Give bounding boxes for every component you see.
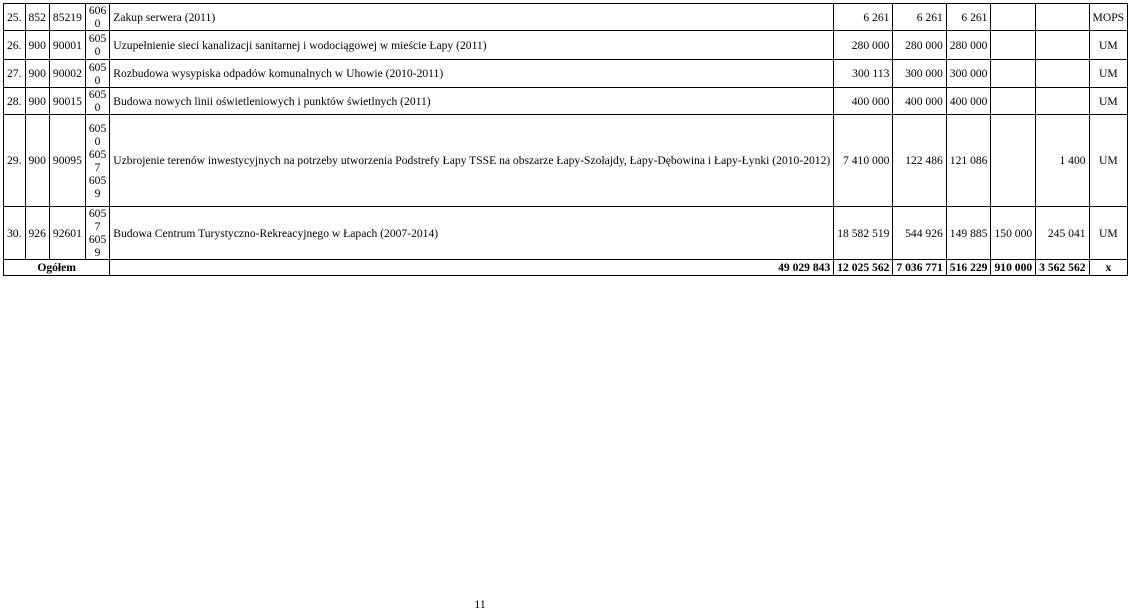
loans-credits — [991, 60, 1036, 88]
paragraf-line: 9 — [94, 246, 101, 259]
own-funds: 121 086 — [946, 115, 991, 207]
other-funds — [1036, 4, 1089, 31]
row-number: 28. — [4, 88, 26, 115]
responsible-unit: UM — [1089, 88, 1128, 115]
total-cost: 280 000 — [834, 31, 893, 60]
dzial-code: 900 — [25, 31, 49, 60]
total-row — [4, 260, 1128, 276]
task-description: Budowa nowych linii oświetleniowych i punktów świetlnych (2011) — [110, 88, 834, 115]
total-label: Ogółem — [4, 260, 110, 276]
paragraf-line: 605 — [88, 32, 107, 45]
own-funds: 149 885 — [946, 207, 991, 260]
row-number: 25. — [4, 4, 26, 31]
task-description: Uzupełnienie sieci kanalizacji sanitarnej i wodociągowej w mieście Łapy (2011) — [110, 31, 834, 60]
own-funds: 300 000 — [946, 60, 991, 88]
responsible-unit: UM — [1089, 31, 1128, 60]
paragraf-code — [85, 31, 109, 60]
planned-expenditure: 122 486 — [893, 115, 946, 207]
table-row — [4, 88, 1128, 115]
paragraf-line: 605 — [88, 233, 107, 246]
paragraf-line: 0 — [94, 45, 101, 58]
own-funds: 400 000 — [946, 88, 991, 115]
paragraf-line: 606 — [88, 4, 107, 17]
dzial-code: 900 — [25, 88, 49, 115]
investment-table — [3, 3, 1128, 276]
total-value: 516 229 — [946, 260, 991, 276]
total-cost: 7 410 000 — [834, 115, 893, 207]
loans-credits — [991, 88, 1036, 115]
loans-credits: 150 000 — [991, 207, 1036, 260]
paragraf-line: 605 — [88, 147, 107, 161]
other-funds: 1 400 — [1036, 115, 1089, 207]
total-value: 7 036 771 — [893, 260, 946, 276]
paragraf-code — [85, 88, 109, 115]
task-description: Budowa Centrum Turystyczno-Rekreacyjnego w Łapach (2007-2014) — [110, 207, 834, 260]
rozdzial-code: 92601 — [49, 207, 85, 260]
total-value: 3 562 562 — [1036, 260, 1089, 276]
responsible-unit: UM — [1089, 60, 1128, 88]
responsible-unit: MOPS — [1089, 4, 1128, 31]
paragraf-line: 0 — [94, 17, 101, 30]
other-funds — [1036, 88, 1089, 115]
row-number: 29. — [4, 115, 26, 207]
other-funds — [1036, 60, 1089, 88]
loans-credits — [991, 115, 1036, 207]
total-cost: 400 000 — [834, 88, 893, 115]
loans-credits — [991, 4, 1036, 31]
page-number: 11 — [474, 597, 486, 611]
paragraf-line: 0 — [94, 134, 101, 148]
paragraf-code — [85, 60, 109, 88]
paragraf-line: 9 — [94, 186, 101, 200]
loans-credits — [991, 31, 1036, 60]
rozdzial-code: 90015 — [49, 88, 85, 115]
paragraf-code — [85, 207, 109, 260]
total-value: 49 029 843 — [110, 260, 834, 276]
own-funds: 280 000 — [946, 31, 991, 60]
paragraf-line: 0 — [94, 101, 101, 114]
task-description: Uzbrojenie terenów inwestycyjnych na potrzeby utworzenia Podstrefy Łapy TSSE na obszarze Łapy-Szołajdy, Łapy-Dębowina i Łapy-Łynki (2010-2012) — [110, 115, 834, 207]
rozdzial-code: 85219 — [49, 4, 85, 31]
responsible-unit: UM — [1089, 115, 1128, 207]
table-row — [4, 115, 1128, 207]
other-funds: 245 041 — [1036, 207, 1089, 260]
total-cost: 18 582 519 — [834, 207, 893, 260]
paragraf-code — [85, 115, 109, 207]
dzial-code: 900 — [25, 115, 49, 207]
other-funds — [1036, 31, 1089, 60]
planned-expenditure: 544 926 — [893, 207, 946, 260]
investment-table-body — [4, 4, 1128, 276]
table-row — [4, 207, 1128, 260]
planned-expenditure: 400 000 — [893, 88, 946, 115]
table-row — [4, 4, 1128, 31]
table-row — [4, 31, 1128, 60]
paragraf-line: 605 — [88, 121, 107, 135]
planned-expenditure: 280 000 — [893, 31, 946, 60]
total-unit: x — [1089, 260, 1128, 276]
dzial-code: 852 — [25, 4, 49, 31]
paragraf-line: 605 — [88, 207, 107, 220]
paragraf-line: 7 — [94, 220, 101, 233]
dzial-code: 926 — [25, 207, 49, 260]
total-value: 910 000 — [991, 260, 1036, 276]
paragraf-line: 605 — [88, 88, 107, 101]
paragraf-line: 7 — [94, 160, 101, 174]
total-cost: 6 261 — [834, 4, 893, 31]
planned-expenditure: 300 000 — [893, 60, 946, 88]
paragraf-code — [85, 4, 109, 31]
planned-expenditure: 6 261 — [893, 4, 946, 31]
row-number: 27. — [4, 60, 26, 88]
paragraf-line: 605 — [88, 173, 107, 187]
total-value: 12 025 562 — [834, 260, 893, 276]
task-description: Rozbudowa wysypiska odpadów komunalnych w Uhowie (2010-2011) — [110, 60, 834, 88]
paragraf-line: 0 — [94, 73, 101, 87]
own-funds: 6 261 — [946, 4, 991, 31]
row-number: 30. — [4, 207, 26, 260]
responsible-unit: UM — [1089, 207, 1128, 260]
total-cost: 300 113 — [834, 60, 893, 88]
row-number: 26. — [4, 31, 26, 60]
rozdzial-code: 90002 — [49, 60, 85, 88]
rozdzial-code: 90001 — [49, 31, 85, 60]
rozdzial-code: 90095 — [49, 115, 85, 207]
dzial-code: 900 — [25, 60, 49, 88]
task-description: Zakup serwera (2011) — [110, 4, 834, 31]
paragraf-line: 605 — [88, 60, 107, 74]
table-row — [4, 60, 1128, 88]
